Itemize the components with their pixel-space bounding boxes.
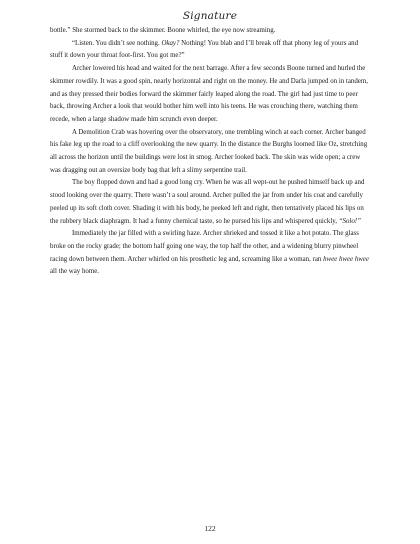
paragraph-text: Archer lowered his head and waited for the next barrage. After a few seconds Boone turned and hurled the skimmer rowdily. It was a good spin, nearly horizontal and right on the money. He and Darla jumped on in tandem, and as they pressed their bodies forward the skimmer fairly leaped along the road. The girl had just time to peer back, throwing Archer a look that would bother him well into his teens. He was crouching there, watching them recede, when a large shadow made him scrunch even deeper. <box>50 65 368 123</box>
paragraph-text: Immediately the jar filled with a swirling haze. Archer shrieked and tossed it like a hot potato. The glass broke on the rocky grade; the bottom half going one way, the top half the other, and a widening blurry pinwheel racing down between them. Archer whirled on his prosthetic leg and, screaming like a woman, ran <box>50 230 359 263</box>
running-head-title: Signature <box>182 10 238 22</box>
italic-text: “Solo!” <box>338 217 361 225</box>
body-paragraph <box>50 25 372 38</box>
body-paragraph <box>50 228 372 279</box>
paragraph-text: The boy flopped down and had a good long cry. When he was all wept-out he pushed himself back up and stood looking over the quarry. There wasn’t a soul around. Archer pulled the jar from under his coat and carefully peeled up its soft cloth cover. Shading it with his body, he peeked left and right, then tentatively placed his lips on the rubbery black diaphragm. It had a funny chemical taste, so he pursed his lips and whispered quickly, <box>50 179 365 225</box>
body-paragraph <box>50 127 372 178</box>
italic-text: hwee hwee hwee <box>323 255 369 263</box>
paragraph-text: A Demolition Crab was hovering over the observatory, one trembling winch at each corner. Archer banged his fake leg up the road to a cliff overlooking the new quarry. In the distance the Burghs loomed like Oz, stretching all across the horizon until the buildings were lost in smog. Archer looked back. The skin was wide open; a crew was dragging out an oversize body bag that left a slimy serpentine trail. <box>50 128 368 174</box>
paragraph-text: “Listen. You didn’t see nothing. <box>72 39 162 47</box>
paragraph-text: bottle.” She stormed back to the skimmer. Boone whirled, the eye now streaming. <box>50 27 276 34</box>
page-number: 122 <box>204 524 216 533</box>
body-paragraph <box>50 38 372 63</box>
body-text <box>50 25 372 279</box>
body-paragraph <box>50 63 372 127</box>
italic-text: Okay? <box>161 39 180 47</box>
paragraph-text: Nothing! You blab and I’ll break off that phony leg of yours and stuff it down your throat foot-first. You got me?” <box>50 39 359 60</box>
paragraph-text: all the way home. <box>50 268 99 276</box>
body-paragraph <box>50 177 372 228</box>
